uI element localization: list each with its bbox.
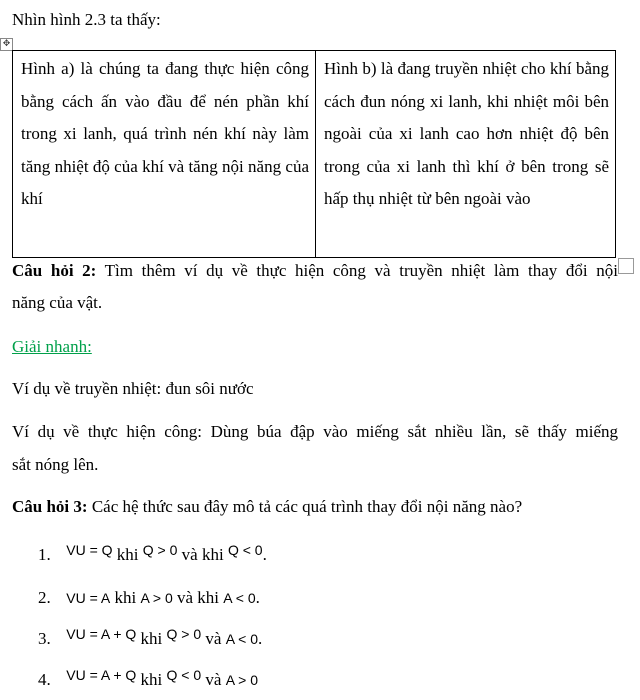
formula-condition: A < 0: [223, 590, 256, 606]
formula-condition: A < 0: [225, 631, 259, 647]
formula-equation: VU = A + Q: [66, 667, 137, 683]
example-work-line-2: sắt nóng lên.: [12, 455, 99, 474]
formula-item-3: [38, 626, 263, 649]
formula-word: và khi: [181, 545, 224, 564]
formula-condition: Q < 0: [166, 667, 202, 683]
question-2-line-2: năng của vật.: [12, 293, 103, 312]
intro-text: Nhìn hình 2.3 ta thấy:: [12, 10, 161, 29]
table-cell-figure-a: Hình a) là chúng ta đang thực hiện công bằng cách ấn vào đầu để nén phần khí trong xi lanh, quá trình nén khí này làm tăng nhiệt độ của khí và tăng nội năng của khí: [13, 51, 316, 258]
formula-word: khi: [140, 670, 163, 689]
formula-item-2: [38, 588, 260, 608]
formula-condition: Q < 0: [227, 542, 263, 558]
formula-number: 1.: [38, 545, 51, 564]
table-cell-figure-b: Hình b) là đang truyền nhiệt cho khí bằng cách đun nóng xi lanh, khi nhiệt môi bên ngoài của xi lanh cao hơn nhiệt độ bên trong của xi lanh thì khí ở bên trong sẽ hấp thụ nhiệt từ bên ngoài vào: [316, 51, 616, 258]
question-3-label: Câu hỏi 3:: [12, 497, 88, 516]
formula-equation: VU = A + Q: [66, 626, 137, 642]
formula-number: 4.: [38, 670, 51, 689]
comparison-table: [12, 50, 616, 258]
example-heat-transfer: Ví dụ về truyền nhiệt: đun sôi nước: [12, 379, 254, 398]
formula-word: và khi: [177, 588, 220, 607]
formula-equation: VU = Q: [66, 542, 113, 558]
formula-number: 2.: [38, 588, 51, 607]
question-3: [12, 497, 618, 517]
formula-word: khi: [140, 629, 163, 648]
formula-item-1: [38, 542, 267, 565]
formula-end: .: [262, 545, 267, 564]
formula-end: .: [255, 588, 260, 607]
formula-word: và: [205, 670, 222, 689]
formula-word: khi: [114, 588, 137, 607]
formula-item-4: [38, 667, 259, 690]
formula-equation: VU = A: [66, 590, 111, 606]
formula-word: khi: [116, 545, 139, 564]
answer-heading: [12, 337, 618, 357]
question-2-text: Tìm thêm ví dụ về thực hiện công và truyền nhiệt làm thay đổi nội: [104, 261, 618, 280]
question-3-text: Các hệ thức sau đây mô tả các quá trình thay đổi nội năng nào?: [91, 497, 523, 516]
formula-condition: A > 0: [140, 590, 173, 606]
formula-condition: Q > 0: [166, 626, 202, 642]
formula-number: 3.: [38, 629, 51, 648]
question-2-label: Câu hỏi 2:: [12, 261, 97, 280]
table-row: [13, 51, 616, 258]
formula-word: và: [205, 629, 222, 648]
answer-heading-link[interactable]: Giải nhanh:: [12, 337, 92, 356]
formula-condition: A > 0: [225, 672, 259, 688]
formula-end: .: [258, 629, 263, 648]
table-move-handle-icon[interactable]: ✥: [0, 38, 13, 51]
formula-condition: Q > 0: [142, 542, 178, 558]
table-resize-handle[interactable]: [618, 258, 634, 274]
question-2-line-1: [12, 261, 618, 281]
example-work-line-1: Ví dụ về thực hiện công: Dùng búa đập vào miếng sắt nhiều lần, sẽ thấy miếng: [12, 422, 618, 441]
